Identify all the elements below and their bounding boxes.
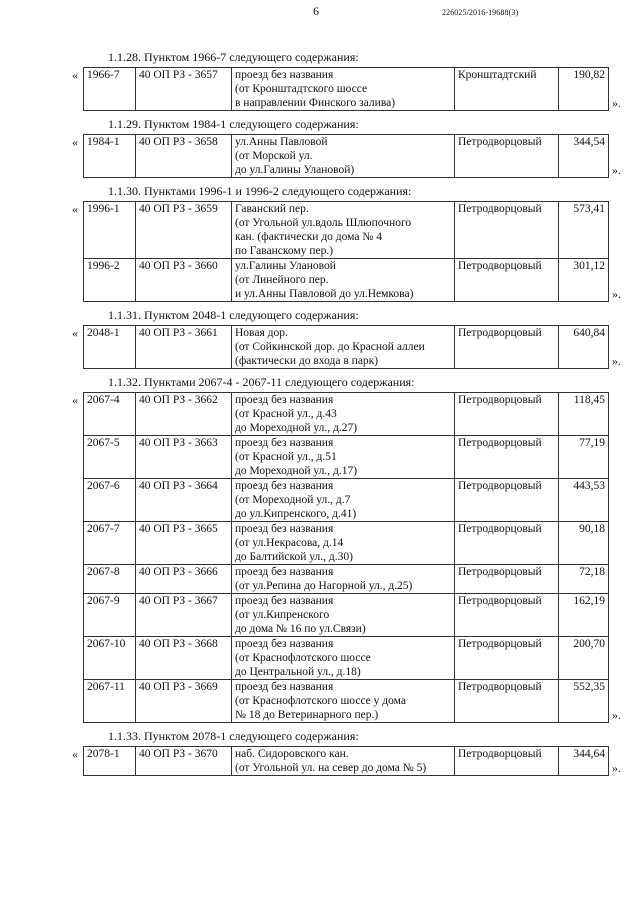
table-row <box>84 202 609 259</box>
road-code-cell: 40 ОП РЗ - 3664 <box>136 479 232 522</box>
description-line: в направлении Финского залива) <box>235 97 396 109</box>
length-cell: 301,12 <box>559 259 609 302</box>
road-description-cell <box>232 594 455 637</box>
road-code-cell: 40 ОП РЗ - 3659 <box>136 202 232 259</box>
quote-close: ». <box>612 96 621 110</box>
row-number-cell: 2067-6 <box>84 479 136 522</box>
district-cell: Петродворцовый <box>455 637 559 680</box>
table-row <box>84 326 609 369</box>
road-table <box>83 201 609 302</box>
district-cell: Петродворцовый <box>455 479 559 522</box>
road-description-cell <box>232 637 455 680</box>
section-heading: 1.1.29. Пунктом 1984-1 следующего содержания: <box>108 117 359 131</box>
length-cell: 190,82 <box>559 68 609 111</box>
row-number-cell: 2067-8 <box>84 565 136 594</box>
quote-close: ». <box>612 354 621 368</box>
road-code-cell: 40 ОП РЗ - 3657 <box>136 68 232 111</box>
description-line: наб. Сидоровского кан. <box>235 748 349 760</box>
length-cell: 443,53 <box>559 479 609 522</box>
length-cell: 640,84 <box>559 326 609 369</box>
description-line: (от ул.Репина до Нагорной ул., д.25) <box>235 580 413 592</box>
description-line: (от Морской ул. <box>235 150 313 162</box>
description-line: (от Красной ул., д.51 <box>235 451 337 463</box>
description-line: по Гаванскому пер.) <box>235 245 334 257</box>
description-line: до ул.Кипренского, д.41) <box>235 508 357 520</box>
description-line: и ул.Анны Павловой до ул.Немкова) <box>235 288 414 300</box>
description-line: (от Краснофлотского шоссе у дома <box>235 695 406 707</box>
table-row <box>84 747 609 776</box>
row-number-cell: 2067-10 <box>84 637 136 680</box>
description-line: проезд без названия <box>235 638 334 650</box>
road-table-wrapper <box>0 392 640 723</box>
road-code-cell: 40 ОП РЗ - 3669 <box>136 680 232 723</box>
description-line: проезд без названия <box>235 394 334 406</box>
row-number-cell: 1984-1 <box>84 135 136 178</box>
quote-open: « <box>72 68 78 82</box>
description-line: до Балтийской ул., д.30) <box>235 551 353 563</box>
row-number-cell: 2067-5 <box>84 436 136 479</box>
road-description-cell <box>232 68 455 111</box>
row-number-cell: 1966-7 <box>84 68 136 111</box>
row-number-cell: 2078-1 <box>84 747 136 776</box>
table-row <box>84 259 609 302</box>
row-number-cell: 2067-7 <box>84 522 136 565</box>
district-cell: Петродворцовый <box>455 393 559 436</box>
row-number-cell: 2067-4 <box>84 393 136 436</box>
quote-open: « <box>72 135 78 149</box>
quote-close: ». <box>612 287 621 301</box>
road-table-wrapper <box>0 67 640 111</box>
quote-close: ». <box>612 163 621 177</box>
section-heading: 1.1.32. Пунктами 2067-4 - 2067-11 следующего содержания: <box>108 375 415 389</box>
description-line: (от Краснофлотского шоссе <box>235 652 371 664</box>
description-line: кан. (фактически до дома № 4 <box>235 231 382 243</box>
section-heading: 1.1.30. Пунктами 1996-1 и 1996-2 следующего содержания: <box>108 184 412 198</box>
description-line: (от Красной ул., д.43 <box>235 408 337 420</box>
section-heading: 1.1.31. Пунктом 2048-1 следующего содержания: <box>108 308 359 322</box>
road-description-cell <box>232 393 455 436</box>
table-row <box>84 637 609 680</box>
quote-open: « <box>72 326 78 340</box>
table-row <box>84 135 609 178</box>
road-description-cell <box>232 747 455 776</box>
road-description-cell <box>232 522 455 565</box>
table-row <box>84 565 609 594</box>
district-cell: Петродворцовый <box>455 326 559 369</box>
road-code-cell: 40 ОП РЗ - 3668 <box>136 637 232 680</box>
document-code: 226025/2016-19688(3) <box>442 8 519 17</box>
road-table-wrapper <box>0 746 640 776</box>
description-line: до Центральной ул., д.18) <box>235 666 361 678</box>
row-number-cell: 1996-2 <box>84 259 136 302</box>
section-heading: 1.1.28. Пунктом 1966-7 следующего содержания: <box>108 50 359 64</box>
district-cell: Петродворцовый <box>455 565 559 594</box>
district-cell: Петродворцовый <box>455 594 559 637</box>
description-line: проезд без названия <box>235 480 334 492</box>
road-description-cell <box>232 436 455 479</box>
road-table-wrapper <box>0 134 640 178</box>
quote-open: « <box>72 747 78 761</box>
quote-open: « <box>72 393 78 407</box>
road-table <box>83 67 609 111</box>
row-number-cell: 2067-9 <box>84 594 136 637</box>
road-description-cell <box>232 565 455 594</box>
district-cell: Петродворцовый <box>455 259 559 302</box>
road-code-cell: 40 ОП РЗ - 3666 <box>136 565 232 594</box>
description-line: проезд без названия <box>235 681 334 693</box>
description-line: проезд без названия <box>235 437 334 449</box>
table-row <box>84 68 609 111</box>
quote-close: ». <box>612 761 621 775</box>
description-line: (от Угольной ул.вдоль Шлюпочного <box>235 217 412 229</box>
road-table <box>83 325 609 369</box>
table-row <box>84 522 609 565</box>
road-code-cell: 40 ОП РЗ - 3663 <box>136 436 232 479</box>
district-cell: Петродворцовый <box>455 522 559 565</box>
description-line: до ул.Галины Улановой) <box>235 164 355 176</box>
length-cell: 344,54 <box>559 135 609 178</box>
district-cell: Петродворцовый <box>455 202 559 259</box>
row-number-cell: 2067-11 <box>84 680 136 723</box>
quote-close: ». <box>612 708 621 722</box>
row-number-cell: 1996-1 <box>84 202 136 259</box>
description-line: до Мореходной ул., д.17) <box>235 465 358 477</box>
description-line: проезд без названия <box>235 69 334 81</box>
description-line: Новая дор. <box>235 327 288 339</box>
description-line: (от Мореходной ул., д.7 <box>235 494 351 506</box>
length-cell: 118,45 <box>559 393 609 436</box>
table-row <box>84 594 609 637</box>
road-description-cell <box>232 202 455 259</box>
road-description-cell <box>232 680 455 723</box>
road-code-cell: 40 ОП РЗ - 3660 <box>136 259 232 302</box>
description-line: (от Линейного пер. <box>235 274 329 286</box>
description-line: ул.Галины Улановой <box>235 260 336 272</box>
length-cell: 162,19 <box>559 594 609 637</box>
description-line: (от Угольной ул. на север до дома № 5) <box>235 762 427 774</box>
length-cell: 573,41 <box>559 202 609 259</box>
description-line: проезд без названия <box>235 566 334 578</box>
description-line: ул.Анны Павловой <box>235 136 328 148</box>
district-cell: Петродворцовый <box>455 135 559 178</box>
road-table <box>83 134 609 178</box>
district-cell: Кронштадтский <box>455 68 559 111</box>
road-table-wrapper <box>0 201 640 302</box>
district-cell: Петродворцовый <box>455 747 559 776</box>
district-cell: Петродворцовый <box>455 436 559 479</box>
road-description-cell <box>232 259 455 302</box>
length-cell: 344,64 <box>559 747 609 776</box>
road-description-cell <box>232 479 455 522</box>
description-line: (фактически до входа в парк) <box>235 355 379 367</box>
road-table <box>83 746 609 776</box>
road-code-cell: 40 ОП РЗ - 3665 <box>136 522 232 565</box>
table-row <box>84 436 609 479</box>
description-line: до Мореходной ул., д.27) <box>235 422 358 434</box>
description-line: (от ул.Некрасова, д.14 <box>235 537 344 549</box>
length-cell: 200,70 <box>559 637 609 680</box>
description-line: № 18 до Ветеринарного пер.) <box>235 709 379 721</box>
road-description-cell <box>232 135 455 178</box>
page-number: 6 <box>313 4 319 18</box>
description-line: проезд без названия <box>235 523 334 535</box>
road-table <box>83 392 609 723</box>
description-line: проезд без названия <box>235 595 334 607</box>
section-heading: 1.1.33. Пунктом 2078-1 следующего содержания: <box>108 729 359 743</box>
description-line: (от Кронштадтского шоссе <box>235 83 368 95</box>
description-line: (от Сойкинской дор. до Красной аллеи <box>235 341 425 353</box>
description-line: до дома № 16 по ул.Связи) <box>235 623 366 635</box>
road-description-cell <box>232 326 455 369</box>
road-code-cell: 40 ОП РЗ - 3667 <box>136 594 232 637</box>
length-cell: 552,35 <box>559 680 609 723</box>
road-table-wrapper <box>0 325 640 369</box>
row-number-cell: 2048-1 <box>84 326 136 369</box>
road-code-cell: 40 ОП РЗ - 3662 <box>136 393 232 436</box>
quote-open: « <box>72 202 78 216</box>
length-cell: 90,18 <box>559 522 609 565</box>
description-line: Гаванский пер. <box>235 203 309 215</box>
road-code-cell: 40 ОП РЗ - 3670 <box>136 747 232 776</box>
length-cell: 77,19 <box>559 436 609 479</box>
length-cell: 72,18 <box>559 565 609 594</box>
description-line: (от ул.Кипренского <box>235 609 330 621</box>
road-code-cell: 40 ОП РЗ - 3658 <box>136 135 232 178</box>
table-row <box>84 680 609 723</box>
table-row <box>84 479 609 522</box>
document-body <box>0 48 640 780</box>
district-cell: Петродворцовый <box>455 680 559 723</box>
road-code-cell: 40 ОП РЗ - 3661 <box>136 326 232 369</box>
table-row <box>84 393 609 436</box>
